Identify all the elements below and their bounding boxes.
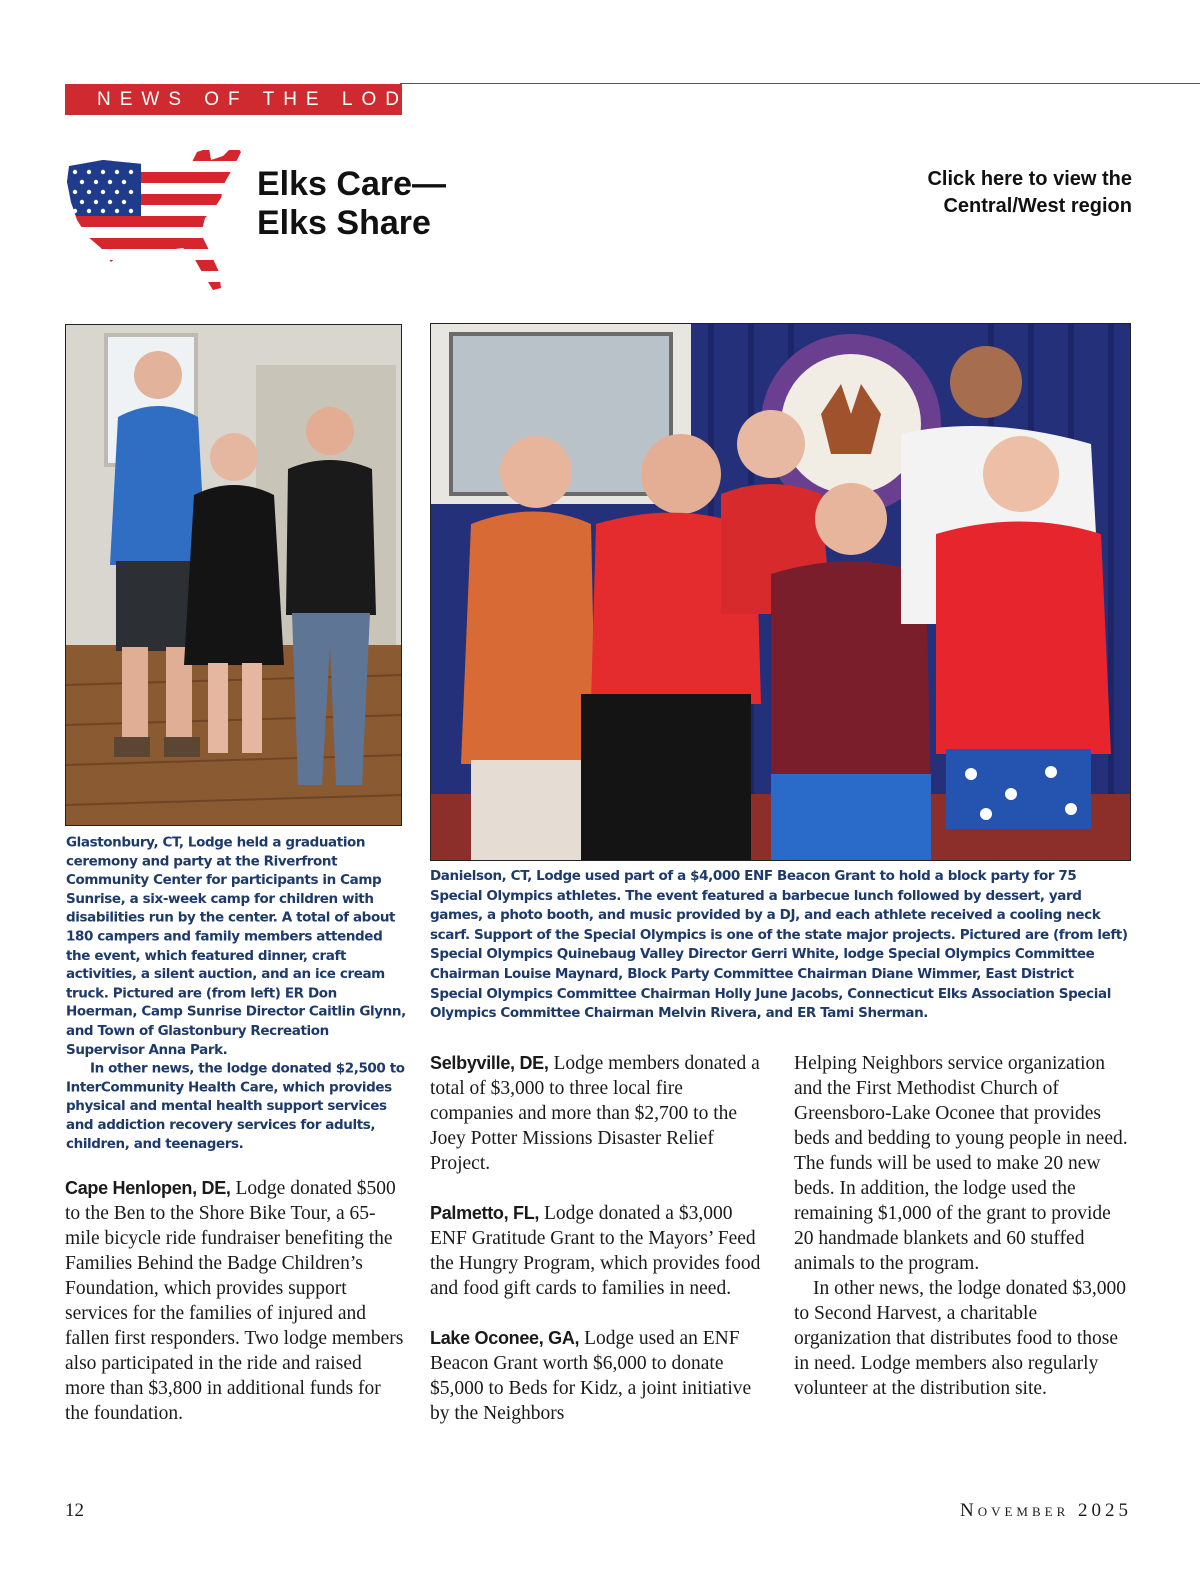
- header-rule: [400, 83, 1200, 84]
- article-text-selbyville: Lodge members donated a total of $3,000 to three local fire companies and more than $2,700 to the Joey Potter Missions Disaster Relief Project.: [430, 1053, 760, 1174]
- caption-text-danielson: Lodge used part of a $4,000 ENF Beacon Grant to hold a block party for 75 Special Olympics athletes. The event featured a barbecue lunch followed by dessert, yard games, a photo booth, and music provided by a DJ, and each athlete received a cooling neck scarf. Support of the Special Olympics is one of the state major projects. Pictured are (from left) Special Olympics Quinebaug Valley Director Gerri White, lodge Special Olympics Committee Chairman Louise Maynard, Block Party Committee Chairman Diane Wimmer, East District Special Olympics Committee Chairman Holly June Jacobs, Connecticut Elks Association Special Olympics Committee Chairman Melvin Rivera, and ER Tami Sherman.: [430, 868, 1128, 1022]
- article-place-lake-oconee: Lake Oconee, GA,: [430, 1328, 580, 1348]
- region-link-line-2: Central/West region: [943, 195, 1132, 217]
- article-text-cape-henlopen: Lodge donated $500 to the Ben to the Shore Bike Tour, a 65-mile bicycle ride fundraiser benefiting the Families Behind the Badge Children’s Foundation, which provides support services for the families of injured and fallen first responders. Two lodge members also participated in the ride and raised more than $3,800 in additional funds for the foundation.: [65, 1178, 404, 1424]
- article-column-2: [430, 1051, 770, 1426]
- article-lake-oconee: [430, 1326, 770, 1426]
- glastonbury-photo: [65, 324, 402, 826]
- caption-text-glastonbury-2: In other news, the lodge donated $2,500 to InterCommunity Health Care, which provides physical and mental health support services and addiction recovery services for adults, children, and teenagers.: [66, 1060, 405, 1152]
- article-palmetto: [430, 1201, 770, 1301]
- article-text-palmetto: Lodge donated a $3,000 ENF Gratitude Grant to the Mayors’ Feed the Hungry Program, which provides food and food gift cards to families in need.: [430, 1203, 761, 1299]
- article-place-palmetto: Palmetto, FL,: [430, 1203, 540, 1223]
- caption-text-glastonbury: Lodge held a graduation ceremony and party at the Riverfront Community Center for participants in Camp Sunrise, a six-week camp for children with disabilities run by the center. A total of about 180 campers and family members attended the event, which featured dinner, craft activities, a silent auction, and an ice cream truck. Pictured are (from left) ER Don Hoerman, Camp Sunrise Director Caitlin Glynn, and Town of Glastonbury Recreation Supervisor Anna Park.: [66, 834, 406, 1058]
- article-text-lake-oconee: Lodge used an ENF Beacon Grant worth $6,000 to donate $5,000 to Beds for Kidz, a joint initiative by the Neighbors: [430, 1328, 752, 1424]
- region-link-line-1: Click here to view the: [927, 168, 1132, 190]
- glastonbury-caption: [66, 834, 406, 1154]
- article-column-3: [794, 1051, 1134, 1401]
- article-selbyville: [430, 1051, 770, 1176]
- article-place-cape-henlopen: Cape Henlopen, DE,: [65, 1178, 231, 1198]
- title-line-2: Elks Share: [257, 204, 431, 242]
- page-title: [257, 165, 446, 243]
- us-flag-map-icon: [63, 138, 243, 293]
- danielson-photo: [430, 323, 1131, 861]
- caption-place-danielson: Danielson, CT,: [430, 868, 532, 884]
- title-line-1: Elks Care—: [257, 165, 446, 203]
- article-lake-oconee-2: In other news, the lodge donated $3,000 to Second Harvest, a charitable organization that distributes food to those in need. Lodge members also regularly volunteer at the distribution site.: [794, 1278, 1127, 1399]
- caption-place-glastonbury: Glastonbury, CT,: [66, 834, 184, 851]
- issue-date: November 2025: [959, 1500, 1132, 1521]
- article-cape-henlopen: [65, 1176, 405, 1426]
- page-number: 12: [65, 1500, 84, 1521]
- central-west-region-link[interactable]: [812, 166, 1132, 220]
- article-place-selbyville: Selbyville, DE,: [430, 1053, 549, 1073]
- article-lake-oconee-continued: Helping Neighbors service organization and the First Methodist Church of Greensboro-Lake Oconee that provides beds and bedding to young people in need. The funds will be used to make 20 new beds. In addition, the lodge used the remaining $1,000 of the grant to provide 20 handmade blankets and 60 stuffed animals to the program.: [794, 1053, 1128, 1274]
- article-column-1: [65, 1176, 405, 1426]
- danielson-caption: [430, 867, 1130, 1024]
- section-label: NEWS OF THE LODGES: [65, 84, 402, 115]
